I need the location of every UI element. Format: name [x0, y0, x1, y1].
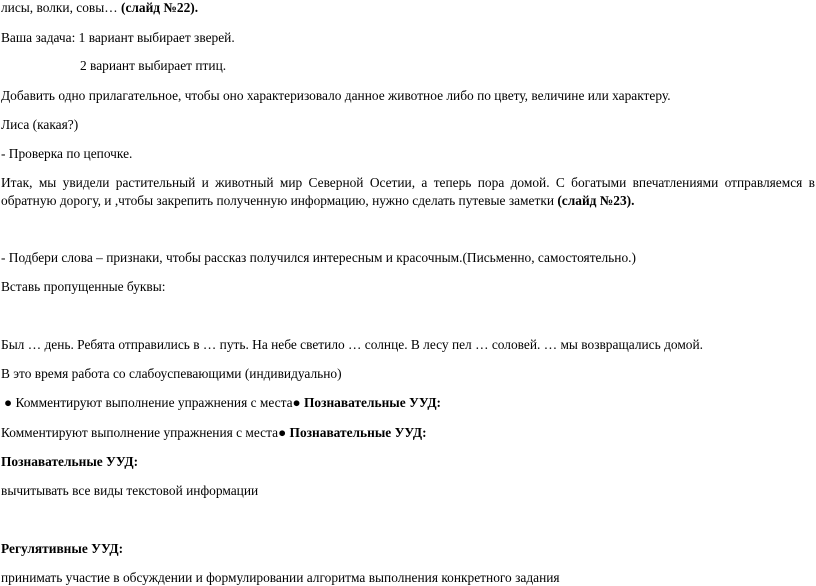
text-line-insert-letters: Вставь пропущенные буквы:	[1, 279, 166, 294]
text-line-weak-students: В это время работа со слабоуспевающими (индивидуально)	[1, 366, 342, 381]
slide-ref-22: (слайд №22).	[120, 0, 199, 15]
text-line-fox-question: Лиса (какая?)	[1, 117, 79, 132]
heading-regulatory-uud: Регулятивные УУД:	[1, 541, 124, 556]
text-line-task: Ваша задача: 1 вариант выбирает зверей.	[1, 30, 235, 45]
bullet-icon: ●	[292, 395, 301, 410]
text-line-animals	[1, 0, 198, 16]
cognitive-uud-label: Познавательные УУД:	[300, 395, 442, 410]
travel-notes-text: обратную дорогу, и ,чтобы закрепить полученную информацию, нужно сделать путевые заметки	[1, 193, 558, 208]
text-line-read-info: вычитывать все виды текстовой информации	[1, 483, 259, 498]
heading-cognitive-uud: Познавательные УУД:	[1, 454, 139, 469]
text-line-pick-words: - Подбери слова – признаки, чтобы рассказ получился интересным и красочным.(Письменно, самостоятельно.)	[1, 250, 636, 265]
text-line-add-adjective: Добавить одно прилагательное, чтобы оно характеризовало данное животное либо по цвету, величине или характеру.	[1, 88, 671, 103]
paragraph-travel-line-2	[1, 193, 815, 209]
slide-ref-23: (слайд №23).	[557, 193, 635, 208]
paragraph-travel-line-1: Итак, мы увидели растительный и животный мир Северной Осетии, а теперь пора домой. С богатыми впечатлениями отправляемся в	[1, 175, 815, 190]
paragraph-travel	[1, 175, 815, 209]
text-line-comment	[1, 425, 427, 441]
comment-text: Комментируют выполнение упражнения с места	[12, 395, 293, 410]
bullet-icon: ●	[278, 425, 287, 440]
text-line-story: Был … день. Ребята отправились в … путь. На небе светило … солнце. В лесу пел … соловей. … мы возвращались домой.	[1, 337, 704, 352]
bullet-icon: ●	[4, 395, 13, 410]
comment-text: Комментируют выполнение упражнения с места	[1, 425, 279, 440]
cognitive-uud-label: Познавательные УУД:	[286, 425, 427, 440]
text-line-chain-check: - Проверка по цепочке.	[1, 146, 133, 161]
animals-text: лисы, волки, совы…	[1, 0, 121, 15]
text-line-algorithm: принимать участие в обсуждении и формулировании алгоритма выполнения конкретного задания	[1, 570, 560, 585]
text-line-variant-2: 2 вариант выбирает птиц.	[80, 58, 227, 73]
text-line-bullet-comment	[4, 395, 441, 411]
